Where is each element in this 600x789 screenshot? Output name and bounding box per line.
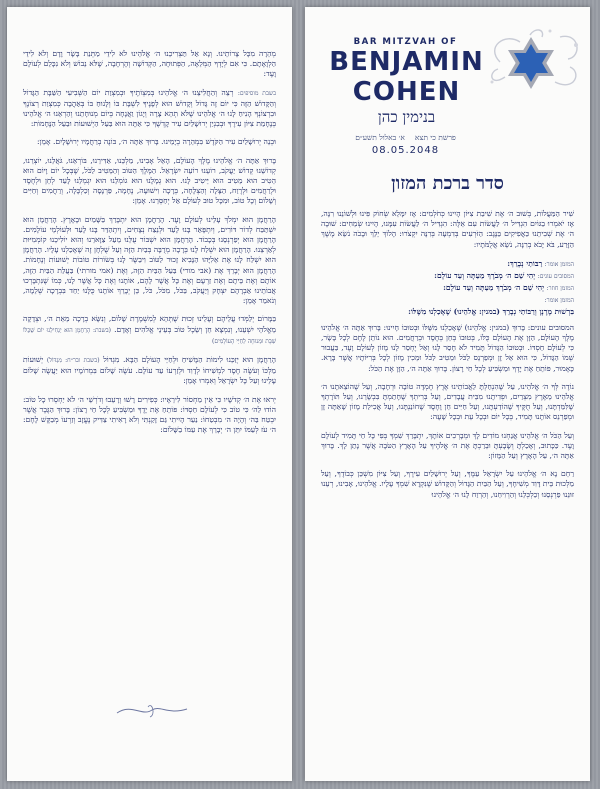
continuation-paragraph: מְהֵרָה מִכָּל צָרוֹתֵינוּ. וְנָא אַל תַּצְרִיכֵנוּ ה׳ אֱלֹהֵינוּ לֹא לִידֵי מַתְּנַת בָּשָׂר וָדָם וְלֹא לִידֵי הַלְוָאָתָם. כִּי אִם לְיָדְךָ הַמְּלֵאָה, הַפְּתוּחָה, הַקְּדוֹשָׁה וְהָרְחָבָה, שֶׁלֹּא נֵבוֹשׁ וְלֹא נִכָּלֵם לְעוֹלָם וָעֶד: [23, 49, 276, 79]
parasha-date-line [323, 133, 488, 142]
star-of-david-icon [501, 33, 561, 93]
gregorian-date: 08.05.2048 [371, 145, 440, 156]
psalm-paragraph: שִׁיר הַמַּעֲלוֹת, בְּשׁוּב ה׳ אֶת שִׁיבַת צִיּוֹן הָיִינוּ כְּחֹלְמִים: אָז יִמָּלֵא שְׂחוֹק פִּינוּ וּלְשׁוֹנֵנוּ רִנָּה, אָז יֹאמְרוּ בַגּוֹיִם הִגְדִּיל ה׳ לַעֲשׂוֹת עִם אֵלֶּה: הִגְדִּיל ה׳ לַעֲשׂוֹת עִמָּנוּ, הָיִינוּ שְׂמֵחִים: שׁוּבָה ה׳ אֶת שְׁבִיתֵנוּ כַּאֲפִיקִים בַּנֶּגֶב: הַזֹּרְעִים בְּדִמְעָה בְּרִנָּה יִקְצֹרוּ: הָלוֹךְ יֵלֵךְ וּבָכֹה נֹשֵׂא מֶשֶׁךְ הַזָּרַע, בֹּא יָבֹא בְרִנָּה, נֹשֵׂא אֲלֻמֹּתָיו: [321, 209, 574, 249]
migdol-paragraph: הָרַחֲמָן הוּא יְזַכֵּנוּ לִימוֹת הַמָּשִׁיחַ וּלְחַיֵּי הָעוֹלָם הַבָּא. מִגְדּוֹל (בשבת ובר״ח: מִגְדּוֹל) יְשׁוּעוֹת מַלְכּוֹ וְעֹשֶׂה חֶסֶד לִמְשִׁיחוֹ לְדָוִד וּלְזַרְעוֹ עַד עוֹלָם. עֹשֶׂה שָׁלוֹם בִּמְרוֹמָיו הוּא יַעֲשֶׂה שָׁלוֹם עָלֵינוּ וְעַל כָּל יִשְׂרָאֵל וְאִמְרוּ אָמֵן: [23, 355, 276, 386]
last-name: COHEN [352, 77, 461, 107]
veal-hakol-paragraph: וְעַל הַכֹּל ה׳ אֱלֹהֵינוּ אֲנַחְנוּ מוֹדִים לָךְ וּמְבָרְכִים אוֹתָךְ, יִתְבָּרַךְ שִׁמְךָ בְּפִי כָּל חַי תָּמִיד לְעוֹלָם וָעֶד. כַּכָּתוּב, וְאָכַלְתָּ וְשָׂבָעְתָּ וּבֵרַכְתָּ אֶת ה׳ אֱלֹהֶיךָ עַל הָאָרֶץ הַטֹּבָה אֲשֶׁר נָתַן לָךְ. בָּרוּךְ אַתָּה ה׳, עַל הָאָרֶץ וְעַל הַמָּזוֹן: [321, 430, 574, 461]
first-name: BENJAMIN [329, 47, 484, 77]
bar-mitzvah-subtitle: BAR MITZVAH OF [353, 37, 458, 47]
parasha: פרשת כי תצא [414, 133, 456, 142]
uvneh-paragraph: וּבְנֵה יְרוּשָׁלַיִם עִיר הַקֹּדֶשׁ בִּמְהֵרָה בְיָמֵינוּ. בָּרוּךְ אַתָּה ה׳, בּוֹנֶה בְרַחֲמָיו יְרוּשָׁלָיִם. אָמֵן: [36, 137, 276, 147]
hazan-paragraph: המסובים עונים: בָּרוּךְ (במנין: אֱלֹהֵינוּ) שֶׁאָכַלְנוּ מִשֶּׁלּוֹ וּבְטוּבוֹ חָיִינוּ: בָּרוּךְ אַתָּה ה׳ אֱלֹהֵינוּ מֶלֶךְ הָעוֹלָם, הַזָּן אֶת הָעוֹלָם כֻּלּוֹ, בְּטוּבוֹ בְּחֵן בְּחֶסֶד וּבְרַחֲמִים. הוּא נוֹתֵן לֶחֶם לְכָל בָּשָׂר, כִּי לְעוֹלָם חַסְדּוֹ. וּבְטוּבוֹ הַגָּדוֹל תָּמִיד לֹא חָסַר לָנוּ וְאַל יֶחְסַר לָנוּ מָזוֹן לְעוֹלָם וָעֶד, בַּעֲבוּר שְׁמוֹ הַגָּדוֹל, כִּי הוּא אֵל זָן וּמְפַרְנֵס לַכֹּל וּמֵטִיב לַכֹּל וּמֵכִין מָזוֹן לְכָל בְּרִיּוֹתָיו אֲשֶׁר בָּרָא. כָּאָמוּר, פּוֹתֵחַ אֶת יָדֶךָ וּמַשְׂבִּיעַ לְכָל חַי רָצוֹן. בָּרוּךְ אַתָּה ה׳, הַזָּן אֶת הַכֹּל: [321, 322, 574, 373]
rachem-paragraph: רַחֵם נָא ה׳ אֱלֹהֵינוּ עַל יִשְׂרָאֵל עַמֶּךָ, וְעַל יְרוּשָׁלַיִם עִירֶךָ, וְעַל צִיּוֹן מִשְׁכַּן כְּבוֹדֶךָ, וְעַל מַלְכוּת בֵּית דָּוִד מְשִׁיחֶךָ, וְעַל הַבַּיִת הַגָּדוֹל וְהַקָּדוֹשׁ שֶׁנִּקְרָא שִׁמְךָ עָלָיו. אֱלֹהֵינוּ, אָבִינוּ, רְעֵנוּ זוּנֵנוּ פַרְנְסֵנוּ וְכַלְכְּלֵנוּ וְהַרְוִיחֵנוּ, וְהַרְוַח לָנוּ ה׳ אֱלֹהֵינוּ [321, 469, 574, 499]
zimun-leader: המזמן אומר: רַבּוֹתַי נְבָרֵךְ: [507, 258, 574, 268]
nodeh-paragraph: נוֹדֶה לְּךָ ה׳ אֱלֹהֵינוּ, עַל שֶׁהִנְחַלְתָּ לַאֲבוֹתֵינוּ אֶרֶץ חֶמְדָּה טוֹבָה וּרְחָבָה, וְעַל שֶׁהוֹצֵאתָנוּ ה׳ אֱלֹהֵינוּ מֵאֶרֶץ מִצְרַיִם, וּפְדִיתָנוּ מִבֵּית עֲבָדִים, וְעַל בְּרִיתְךָ שֶׁחָתַמְתָּ בִּבְשָׂרֵנוּ, וְעַל תּוֹרָתְךָ שֶׁלִּמַּדְתָּנוּ, וְעַל חֻקֶּיךָ שֶׁהוֹדַעְתָּנוּ, וְעַל חַיִּים חֵן וָחֶסֶד שֶׁחוֹנַנְתָּנוּ, וְעַל אֲכִילַת מָזוֹן שָׁאַתָּה זָן וּמְפַרְנֵס אוֹתָנוּ תָּמִיד, בְּכָל יוֹם וּבְכָל עֵת וּבְכָל שָׁעָה: [321, 381, 574, 422]
back-text-block [23, 49, 276, 444]
zimun-permission: בִּרְשׁוּת מָרָנָן וְרַבּוֹתַי נְבָרֵךְ (במנין: אֱלֹהֵינוּ) שֶׁאָכַלְנוּ מִשֶּׁלּוֹ: [408, 306, 574, 316]
hebrew-name: בנימין כהן [377, 108, 436, 126]
front-text-block [321, 209, 574, 508]
retzeh-paragraph: בשבת מוסיפים: רְצֵה וְהַחֲלִיצֵנוּ ה׳ אֱלֹהֵינוּ בְּמִצְוֹתֶיךָ וּבְמִצְוַת יוֹם הַשְּׁבִיעִי הַשַּׁבָּת הַגָּדוֹל וְהַקָּדוֹשׁ הַזֶּה כִּי יוֹם זֶה גָּדוֹל וְקָדוֹשׁ הוּא לְפָנֶיךָ לִשְׁבָּת בּוֹ וְלָנוּחַ בּוֹ בְּאַהֲבָה כְּמִצְוַת רְצוֹנֶךָ וּבִרְצוֹנְךָ הָנִיחַ לָנוּ ה׳ אֱלֹהֵינוּ שֶׁלֹּא תְהֵא צָרָה וְיָגוֹן וַאֲנָחָה בְּיוֹם מְנוּחָתֵנוּ וְהַרְאֵנוּ ה׳ אֱלֹהֵינוּ בְּנֶחָמַת צִיּוֹן עִירֶךָ וּבְבִנְיַן יְרוּשָׁלַיִם עִיר קָדְשֶׁךָ כִּי אַתָּה הוּא בַּעַל הַיְשׁוּעוֹת וּבַעַל הַנֶּחָמוֹת: [23, 87, 276, 129]
hatov-paragraph: בָּרוּךְ אַתָּה ה׳ אֱלֹהֵינוּ מֶלֶךְ הָעוֹלָם, הָאֵל אָבִינוּ, מַלְכֵּנוּ, אַדִּירֵנוּ, בּוֹרְאֵנוּ, גֹּאֲלֵנוּ, יוֹצְרֵנוּ, קְדוֹשֵׁנוּ קְדוֹשׁ יַעֲקֹב, רוֹעֵנוּ רוֹעֵה יִשְׂרָאֵל. הַמֶּלֶךְ הַטּוֹב וְהַמֵּטִיב לַכֹּל, שֶׁבְּכָל יוֹם וָיוֹם הוּא הֵטִיב הוּא מֵטִיב הוּא יֵיטִיב לָנוּ. הוּא גְמָלָנוּ הוּא גוֹמְלֵנוּ הוּא יִגְמְלֵנוּ לָעַד לְחֵן וּלְחֶסֶד וּלְרַחֲמִים וּלְרֶוַח, הַצָּלָה וְהַצְלָחָה, בְּרָכָה וִישׁוּעָה, נֶחָמָה, פַּרְנָסָה וְכַלְכָּלָה, וְרַחֲמִים וְחַיִּים וְשָׁלוֹם וְכָל טוֹב, וּמִכָּל טוּב לְעוֹלָם אַל יְחַסְּרֵנוּ. אָמֵן: [23, 155, 276, 206]
zimun-continue: המזמן אומר: [544, 296, 574, 304]
back-card [7, 7, 292, 781]
zimun-response: המסובים עונים: יְהִי שֵׁם ה׳ מְבֹרָךְ מֵעַתָּה וְעַד עוֹלָם: [434, 270, 574, 280]
front-card [305, 7, 590, 781]
flourish-icon [112, 701, 192, 719]
page-title: סדר ברכת המזון [391, 173, 504, 194]
harachaman-paragraph: הָרַחֲמָן הוּא יִמְלֹךְ עָלֵינוּ לְעוֹלָם וָעֶד. הָרַחֲמָן הוּא יִתְבָּרַךְ בַּשָּׁמַיִם וּבָאָרֶץ. הָרַחֲמָן הוּא יִשְׁתַּבַּח לְדוֹר דּוֹרִים, וְיִתְפָּאַר בָּנוּ לָעַד וּלְנֵצַח נְצָחִים, וְיִתְהַדַּר בָּנוּ לָעַד וּלְעוֹלְמֵי עוֹלָמִים. הָרַחֲמָן הוּא יְפַרְנְסֵנוּ בְּכָבוֹד. הָרַחֲמָן הוּא יִשְׁבּוֹר עֻלֵּנוּ מֵעַל צַוָּארֵנוּ וְהוּא יוֹלִיכֵנוּ קוֹמְמִיּוּת לְאַרְצֵנוּ. הָרַחֲמָן הוּא יִשְׁלַח לָנוּ בְּרָכָה מְרֻבָּה בְּבַיִת הַזֶּה וְעַל שֻׁלְחָן זֶה שֶׁאָכַלְנוּ עָלָיו. הָרַחֲמָן הוּא יִשְׁלַח לָנוּ אֶת אֵלִיָּהוּ הַנָּבִיא זָכוּר לַטּוֹב וִיבַשֶּׂר לָנוּ בְּשׂוֹרוֹת טוֹבוֹת יְשׁוּעוֹת וְנֶחָמוֹת. הָרַחֲמָן הוּא יְבָרֵךְ אֶת (אבי מורי) בַּעַל הַבַּיִת הַזֶּה, וְאֶת (אמי מורתי) בַּעֲלַת הַבַּיִת הַזֶּה, אוֹתָם וְאֶת בֵּיתָם וְאֶת זַרְעָם וְאֶת כָּל אֲשֶׁר לָהֶם, אוֹתָנוּ וְאֶת כָּל אֲשֶׁר לָנוּ, כְּמוֹ שֶׁנִּתְבָּרְכוּ אֲבוֹתֵינוּ אַבְרָהָם יִצְחָק וְיַעֲקֹב, בַּכֹּל, מִכֹּל, כֹּל, כֵּן יְבָרֵךְ אוֹתָנוּ כֻּלָּנוּ יַחַד בִּבְרָכָה שְׁלֵמָה, וְנֹאמַר אָמֵן: [23, 214, 276, 306]
bamarom-paragraph: בַּמָּרוֹם יְלַמְּדוּ עֲלֵיהֶם וְעָלֵינוּ זְכוּת שֶׁתְּהֵא לְמִשְׁמֶרֶת שָׁלוֹם, וְנִשָּׂא בְרָכָה מֵאֵת ה׳, וּצְדָקָה מֵאֱלֹהֵי יִשְׁעֵנוּ, וְנִמְצָא חֵן וְשֵׂכֶל טוֹב בְּעֵינֵי אֱלֹהִים וְאָדָם. (בשבת: הָרַחֲמָן הוּא יַנְחִילֵנוּ יוֹם שֶׁכֻּלּוֹ שַׁבָּת וּמְנוּחָה לְחַיֵּי הָעוֹלָמִים) [23, 314, 276, 345]
zimun-repeat: המזמן חוזר: יְהִי שֵׁם ה׳ מְבֹרָךְ מֵעַתָּה וְעַד עוֹלָם: [443, 282, 574, 292]
yiru-paragraph: יְראוּ אֶת ה׳ קְדֹשָׁיו כִּי אֵין מַחְסוֹר לִירֵאָיו: כְּפִירִים רָשׁוּ וְרָעֵבוּ וְדֹרְשֵׁי ה׳ לֹא יַחְסְרוּ כָל טוֹב: הוֹדוּ לַה׳ כִּי טוֹב כִּי לְעוֹלָם חַסְדּוֹ: פּוֹתֵחַ אֶת יָדֶךָ וּמַשְׂבִּיעַ לְכָל חַי רָצוֹן: בָּרוּךְ הַגֶּבֶר אֲשֶׁר יִבְטַח בַּה׳ וְהָיָה ה׳ מִבְטַחוֹ: נַעַר הָיִיתִי גַּם זָקַנְתִּי וְלֹא רָאִיתִי צַדִּיק נֶעֱזָב וְזַרְעוֹ מְבַקֶּשׁ לָחֶם: ה׳ עֹז לְעַמּוֹ יִתֵּן ה׳ יְבָרֵךְ אֶת עַמּוֹ בַשָּׁלוֹם: [23, 394, 276, 435]
hebrew-date: א׳ באלול תשע״ם [355, 133, 405, 142]
